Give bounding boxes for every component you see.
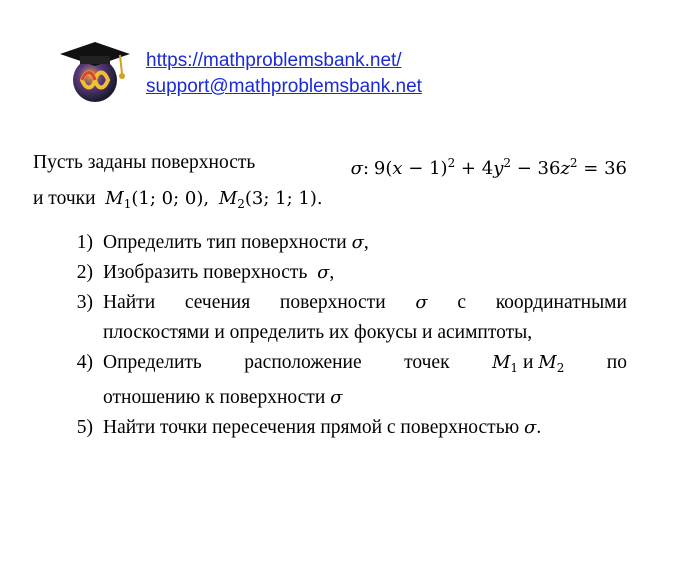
site-url-link[interactable]: https://mathproblemsbank.net/ bbox=[146, 50, 402, 71]
list-item: 1) Определить тип поверхности σ, bbox=[76, 232, 369, 253]
list-item: 2) Изобразить поверхность σ, bbox=[76, 262, 335, 283]
list-item: 5) Найти точки пересечения прямой с поверхностью σ. bbox=[76, 417, 542, 438]
list-item: 3) Найти сечения поверхности σ с координатными плоскостями и определить их фокусы и асимптоты, bbox=[76, 292, 627, 343]
surface-equation: σ: $9(x - 1)^2 + 4y^2 - 36z^2 = 36$ bbox=[350, 156, 627, 179]
point-m2: M bbox=[218, 188, 238, 209]
intro-lead: Пусть заданы поверхность bbox=[33, 152, 256, 173]
task-list bbox=[33, 228, 627, 443]
sigma-symbol: σ bbox=[350, 158, 363, 179]
site-header bbox=[58, 38, 478, 108]
intro-line-1 bbox=[33, 148, 627, 184]
problem-statement bbox=[33, 148, 627, 219]
support-email-link[interactable]: support@mathproblemsbank.net bbox=[146, 76, 422, 97]
list-item: 4) Определить расположение точек $M_1$ и $M_2$ по отношению к поверхности σ bbox=[76, 352, 627, 408]
graduation-cap-globe-logo bbox=[58, 38, 132, 104]
intro-line-2: и точки $M_1(1$; 0; 0), $M_2(3$; 1; 1). bbox=[33, 188, 323, 211]
point-m1: M bbox=[105, 188, 124, 209]
